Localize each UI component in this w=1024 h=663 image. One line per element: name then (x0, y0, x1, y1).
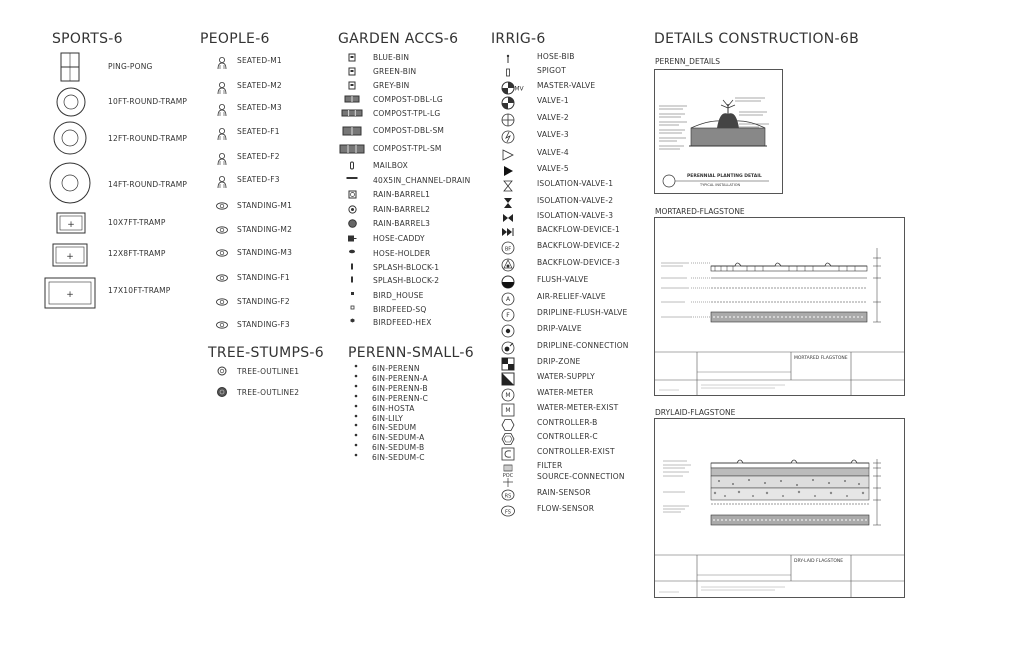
list-item[interactable] (354, 443, 425, 452)
item-label: COMPOST-DBL-SM (373, 126, 445, 135)
list-item[interactable] (350, 263, 440, 272)
drylaid-title-block: DRY-LAID FLAGSTONE (794, 559, 844, 564)
item-label: FILTER (537, 461, 563, 470)
item-label: ISOLATION-VALVE-3 (537, 211, 614, 220)
list-item[interactable] (501, 292, 606, 306)
list-item[interactable] (501, 357, 581, 371)
sports-label-12ft: 12FT-ROUND-TRAMP (108, 134, 188, 143)
list-item[interactable] (350, 318, 432, 327)
list-item[interactable] (215, 248, 293, 258)
standing-person-icon (215, 273, 229, 283)
seated-person-icon (215, 56, 229, 70)
item-label: SPLASH-BLOCK-2 (373, 276, 440, 285)
drylaid-label: DRYLAID-FLAGSTONE (655, 408, 736, 417)
people-title: PEOPLE-6 (200, 31, 270, 47)
list-item[interactable] (350, 276, 440, 285)
list-item[interactable] (215, 81, 282, 95)
list-item[interactable] (217, 366, 227, 376)
item-label: COMPOST-DBL-LG (373, 95, 443, 104)
list-item[interactable] (501, 52, 575, 66)
tree-stumps-title: TREE-STUMPS-6 (208, 345, 324, 361)
drip-valve-icon (501, 324, 515, 338)
dot-icon (354, 443, 358, 447)
list-item[interactable] (342, 126, 445, 136)
item-label: FLOW-SENSOR (537, 504, 595, 513)
water-supply-icon (501, 372, 515, 386)
list-item[interactable] (344, 95, 443, 104)
sports-label-14ft: 14FT-ROUND-TRAMP (108, 180, 188, 189)
drylaid-drawing (655, 419, 904, 597)
item-label: STANDING-F3 (237, 320, 290, 329)
item-label: HOSE-BIB (537, 52, 575, 61)
item-label: SEATED-F2 (237, 152, 280, 161)
item-label: WATER-METER (537, 388, 594, 397)
rain-barrel-icon (348, 190, 357, 199)
item-label: COMPOST-TPL-LG (373, 109, 441, 118)
list-item[interactable] (56, 212, 86, 234)
source-connection-icon (501, 472, 515, 488)
item-label: CONTROLLER-EXIST (537, 447, 615, 456)
list-item[interactable] (348, 249, 431, 258)
list-item[interactable] (217, 387, 227, 397)
master-valve-icon (501, 81, 525, 95)
item-label: 6IN-SEDUM (372, 423, 417, 432)
dot-icon (354, 433, 358, 437)
list-item[interactable] (501, 196, 614, 210)
item-label: VALVE-1 (537, 96, 569, 105)
rect-tramp-12x8-icon (52, 243, 88, 267)
item-label: 6IN-PERENN-A (372, 374, 428, 383)
list-item[interactable] (349, 161, 408, 170)
item-label: 6IN-PERENN-C (372, 394, 429, 403)
item-label: COMPOST-TPL-SM (373, 144, 442, 153)
controller-icon (501, 432, 515, 446)
list-item[interactable] (348, 205, 431, 214)
item-label: STANDING-M2 (237, 225, 293, 234)
list-item[interactable] (44, 277, 96, 309)
item-label: ISOLATION-VALVE-2 (537, 196, 614, 205)
list-item[interactable] (501, 275, 589, 289)
item-label: WATER-METER-EXIST (537, 403, 619, 412)
item-label: 6IN-SEDUM-C (372, 453, 425, 462)
item-label: 40X5IN_CHANNEL-DRAIN (373, 176, 471, 185)
mortared-label: MORTARED-FLAGSTONE (655, 207, 745, 216)
flush-valve-icon (501, 275, 515, 289)
item-label: GREY-BIN (373, 81, 410, 90)
tree-outline-1-icon (217, 366, 227, 376)
list-item[interactable] (354, 394, 429, 403)
item-label: MASTER-VALVE (537, 81, 596, 90)
isolation-valve-icon (501, 196, 515, 210)
item-label: 6IN-LILY (372, 414, 404, 423)
list-item[interactable] (501, 258, 620, 272)
channel-drain-icon (346, 176, 358, 180)
list-item[interactable] (215, 273, 290, 283)
svg-text:F: F (506, 312, 510, 319)
list-item[interactable] (501, 96, 569, 110)
sports-label-ping-pong: PING-PONG (108, 62, 153, 71)
svg-text:BF: BF (504, 246, 512, 253)
item-label: BIRDFEED-HEX (373, 318, 432, 327)
list-item[interactable] (350, 305, 427, 314)
item-label: SEATED-M3 (237, 103, 282, 112)
perenn-details-label: PERENN_DETAILS (655, 57, 720, 66)
list-item[interactable] (348, 67, 417, 76)
svg-text:FS: FS (505, 509, 511, 516)
item-label: DRIP-ZONE (537, 357, 581, 366)
svg-text:M: M (505, 392, 511, 399)
dot-icon (354, 423, 358, 427)
compost-icon (339, 144, 365, 154)
tree-outline-2-icon (217, 387, 227, 397)
item-label: SEATED-F3 (237, 175, 280, 184)
item-label: SOURCE-CONNECTION (537, 472, 625, 481)
list-item[interactable] (215, 175, 280, 189)
item-label: HOSE-CADDY (373, 234, 425, 243)
svg-text:+: + (67, 220, 75, 230)
item-label: RAIN-SENSOR (537, 488, 591, 497)
item-label: BACKFLOW-DEVICE-2 (537, 241, 620, 250)
list-item[interactable] (59, 52, 81, 82)
rect-tramp-17x10-icon (44, 277, 96, 309)
item-label: SPIGOT (537, 66, 566, 75)
dot-icon (354, 453, 358, 457)
svg-text:POC: POC (502, 473, 514, 479)
item-label: 6IN-HOSTA (372, 404, 415, 413)
round-tramp-10-icon (56, 87, 86, 117)
water-meter-icon (501, 388, 515, 402)
list-item[interactable] (501, 324, 582, 338)
seated-person-icon (215, 127, 229, 141)
bin-icon (348, 53, 356, 62)
perenn-detail-sub: TYPICAL INSTALLATION (700, 183, 741, 187)
hose-holder-icon (348, 249, 356, 254)
backflow-device-icon (501, 225, 515, 239)
dot-icon (354, 394, 358, 398)
standing-person-icon (215, 297, 229, 307)
mortared-flagstone-sheet[interactable] (654, 217, 905, 396)
valve-icon (501, 164, 515, 178)
list-item[interactable] (501, 308, 628, 322)
sports-label-10ft: 10FT-ROUND-TRAMP (108, 97, 188, 106)
flow-sensor-icon (501, 504, 515, 518)
item-label: DRIP-VALVE (537, 324, 582, 333)
isolation-valve-icon (501, 211, 515, 225)
drip-zone-icon (501, 357, 515, 371)
svg-text:+: + (66, 252, 74, 262)
list-item[interactable] (56, 87, 86, 117)
item-label: STANDING-F1 (237, 273, 290, 282)
rain-sensor-icon (501, 488, 515, 502)
standing-person-icon (215, 225, 229, 235)
list-item[interactable] (354, 423, 417, 432)
mailbox-icon (349, 161, 355, 170)
svg-text:RS: RS (504, 493, 512, 500)
list-item[interactable] (215, 320, 290, 330)
list-item[interactable] (49, 162, 91, 204)
list-item[interactable] (215, 56, 282, 70)
splash-block-icon (350, 276, 354, 283)
spigot-icon (501, 66, 515, 80)
list-item[interactable] (501, 130, 569, 144)
dot-icon (354, 384, 358, 388)
svg-text:MV: MV (514, 85, 524, 93)
item-label: 6IN-SEDUM-B (372, 443, 425, 452)
list-item[interactable] (501, 341, 629, 355)
item-label: CONTROLLER-B (537, 418, 598, 427)
list-item[interactable] (354, 414, 404, 423)
dripline-connection-icon (501, 341, 515, 355)
list-item[interactable] (215, 152, 280, 166)
item-label: SEATED-M1 (237, 56, 282, 65)
list-item[interactable] (52, 243, 88, 267)
item-label: STANDING-F2 (237, 297, 290, 306)
item-label: VALVE-2 (537, 113, 569, 122)
dot-icon (354, 374, 358, 378)
list-item[interactable] (354, 364, 420, 373)
list-item[interactable] (501, 66, 566, 80)
bin-icon (348, 67, 356, 76)
item-label: BACKFLOW-DEVICE-1 (537, 225, 620, 234)
list-item[interactable] (215, 127, 280, 141)
round-tramp-14-icon (49, 162, 91, 204)
svg-text:M: M (505, 407, 511, 414)
compost-icon (341, 109, 363, 117)
valve-icon (501, 96, 515, 110)
list-item[interactable] (348, 53, 410, 62)
list-item[interactable] (501, 447, 615, 461)
bird-house-icon (350, 291, 355, 296)
list-item[interactable] (354, 433, 425, 442)
item-label: SEATED-M2 (237, 81, 282, 90)
valve-icon (501, 113, 515, 127)
item-label: BACKFLOW-DEVICE-3 (537, 258, 620, 267)
list-item[interactable] (354, 384, 428, 393)
svg-text:A: A (505, 296, 511, 303)
ping-pong-table-icon (59, 52, 81, 82)
list-item[interactable] (354, 374, 428, 383)
list-item[interactable] (501, 418, 598, 432)
seated-person-icon (215, 81, 229, 95)
tree-outline-2-label: TREE-OUTLINE2 (237, 388, 300, 397)
list-item[interactable] (348, 81, 410, 90)
compost-icon (344, 95, 360, 103)
dripline-flush-valve-icon (501, 308, 515, 322)
rain-barrel-icon (348, 205, 357, 214)
list-item[interactable] (501, 504, 595, 518)
item-label: WATER-SUPPLY (537, 372, 595, 381)
mortared-title-block: MORTARED FLAGSTONE (794, 356, 848, 361)
list-item[interactable] (348, 190, 431, 199)
list-item[interactable] (501, 148, 569, 162)
sports-label-12x8: 12X8FT-TRAMP (108, 249, 166, 258)
list-item[interactable] (501, 403, 619, 417)
item-label: STANDING-M3 (237, 248, 293, 257)
list-item[interactable] (354, 404, 415, 413)
perenn-small-title: PERENN-SMALL-6 (348, 345, 474, 361)
list-item[interactable] (501, 211, 614, 225)
dot-icon (354, 404, 358, 408)
rect-tramp-10x7-icon (56, 212, 86, 234)
garden-title: GARDEN ACCS-6 (338, 31, 459, 47)
item-label: RAIN-BARREL2 (373, 205, 431, 214)
seated-person-icon (215, 152, 229, 166)
perenn-detail-caption: PERENNIAL PLANTING DETAIL (687, 174, 762, 179)
sports-title: SPORTS-6 (52, 31, 123, 47)
item-label: DRIPLINE-FLUSH-VALVE (537, 308, 628, 317)
item-label: GREEN-BIN (373, 67, 417, 76)
list-item[interactable] (501, 388, 594, 402)
standing-person-icon (215, 320, 229, 330)
list-item[interactable] (501, 179, 614, 193)
item-label: MAILBOX (373, 161, 408, 170)
item-label: RAIN-BARREL3 (373, 219, 431, 228)
list-item[interactable] (215, 225, 293, 235)
controller-icon (501, 418, 515, 432)
seated-person-icon (215, 103, 229, 117)
list-item[interactable] (501, 113, 569, 127)
irrig-title: IRRIG-6 (491, 31, 546, 47)
list-item[interactable] (501, 472, 625, 488)
list-item[interactable] (215, 297, 290, 307)
item-label: SEATED-F1 (237, 127, 280, 136)
item-label: BLUE-BIN (373, 53, 410, 62)
isolation-valve-icon (501, 179, 515, 193)
dot-icon (354, 414, 358, 418)
item-label: HOSE-HOLDER (373, 249, 431, 258)
compost-icon (342, 126, 362, 136)
list-item[interactable] (501, 432, 598, 446)
tree-outline-1-label: TREE-OUTLINE1 (237, 367, 300, 376)
item-label: STANDING-M1 (237, 201, 293, 210)
item-label: DRIPLINE-CONNECTION (537, 341, 629, 350)
item-label: RAIN-BARREL1 (373, 190, 431, 199)
bin-icon (348, 81, 356, 90)
dot-icon (354, 364, 358, 368)
item-label: CONTROLLER-C (537, 432, 598, 441)
list-item[interactable] (348, 219, 431, 228)
details-title: DETAILS CONSTRUCTION-6B (654, 31, 860, 47)
splash-block-icon (350, 263, 354, 270)
list-item[interactable] (346, 176, 471, 185)
hose-caddy-icon (347, 234, 357, 243)
list-item[interactable] (350, 291, 424, 300)
list-item[interactable] (341, 109, 441, 118)
list-item[interactable] (501, 164, 569, 178)
backflow-device-icon (501, 258, 515, 272)
round-tramp-12-icon (53, 121, 87, 155)
backflow-device-icon (501, 241, 515, 255)
list-item[interactable] (501, 372, 595, 386)
standing-person-icon (215, 201, 229, 211)
valve-icon (501, 130, 515, 144)
bird-feeder-icon (350, 305, 355, 310)
item-label: 6IN-SEDUM-A (372, 433, 425, 442)
list-item[interactable] (347, 234, 425, 243)
list-item[interactable] (53, 121, 87, 155)
item-label: 6IN-PERENN-B (372, 384, 428, 393)
hose-bib-icon (501, 52, 515, 66)
standing-person-icon (215, 248, 229, 258)
sports-label-10x7: 10X7FT-TRAMP (108, 218, 166, 227)
list-item[interactable] (215, 201, 293, 211)
item-label: VALVE-4 (537, 148, 569, 157)
air-relief-valve-icon (501, 292, 515, 306)
perenn-detail-sheet[interactable] (654, 69, 783, 194)
bird-feeder-icon (350, 318, 355, 323)
list-item[interactable] (354, 453, 425, 462)
item-label: BIRDFEED-SQ (373, 305, 427, 314)
item-label: AIR-RELIEF-VALVE (537, 292, 606, 301)
list-item[interactable] (501, 488, 591, 502)
list-item[interactable] (501, 241, 620, 255)
list-item[interactable] (501, 225, 620, 239)
item-label: 6IN-PERENN (372, 364, 420, 373)
item-label: VALVE-3 (537, 130, 569, 139)
item-label: SPLASH-BLOCK-1 (373, 263, 440, 272)
item-label: ISOLATION-VALVE-1 (537, 179, 614, 188)
list-item[interactable] (215, 103, 282, 117)
item-label: BIRD_HOUSE (373, 291, 424, 300)
seated-person-icon (215, 175, 229, 189)
sports-label-17x10: 17X10FT-TRAMP (108, 286, 171, 295)
list-item[interactable] (501, 81, 596, 95)
svg-text:+: + (66, 290, 74, 300)
mortared-drawing (655, 218, 904, 395)
valve-icon (501, 148, 515, 162)
drylaid-flagstone-sheet[interactable] (654, 418, 905, 598)
water-meter-exist-icon (501, 403, 515, 417)
list-item[interactable] (339, 144, 442, 154)
rain-barrel-icon (348, 219, 357, 228)
controller-exist-icon (501, 447, 515, 461)
item-label: VALVE-5 (537, 164, 569, 173)
item-label: FLUSH-VALVE (537, 275, 589, 284)
